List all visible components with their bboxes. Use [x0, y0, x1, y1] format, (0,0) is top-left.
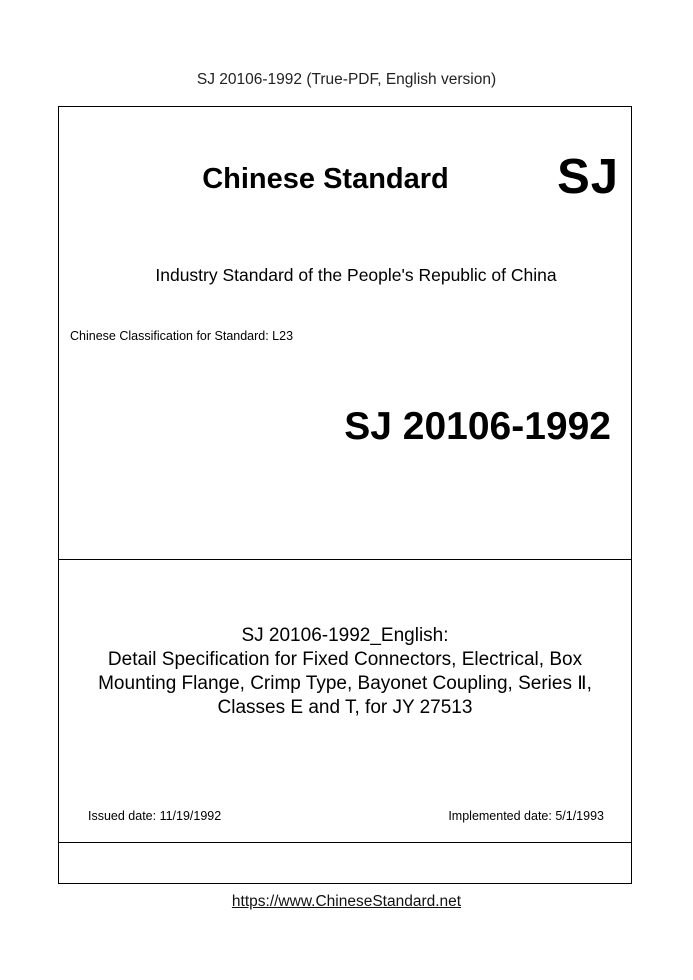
section-divider — [59, 559, 631, 560]
footer-divider — [59, 842, 631, 843]
classification-label: Chinese Classification for Standard: L23 — [70, 329, 294, 343]
title-line: Detail Specification for Fixed Connectors, Electrical, Box — [107, 649, 583, 670]
title-line: Classes E and T, for JY 27513 — [217, 697, 473, 718]
industry-standard-label: Industry Standard of the People's Republic of China — [155, 265, 557, 285]
sj-mark: SJ — [557, 150, 619, 204]
title-line: Mounting Flange, Crimp Type, Bayonet Coupling, Series Ⅱ, — [98, 673, 592, 694]
chinese-standard-heading: Chinese Standard — [202, 163, 449, 195]
standard-number: SJ 20106-1992 — [344, 405, 611, 448]
document-title-block — [59, 624, 631, 720]
title-line: SJ 20106-1992_English: — [241, 625, 449, 646]
document-header-title: SJ 20106-1992 (True-PDF, English version) — [196, 71, 497, 88]
website-link[interactable]: https://www.ChineseStandard.net — [231, 893, 462, 910]
implemented-date: Implemented date: 5/1/1993 — [448, 809, 604, 823]
cover-frame — [58, 106, 632, 884]
issued-date: Issued date: 11/19/1992 — [88, 809, 222, 823]
